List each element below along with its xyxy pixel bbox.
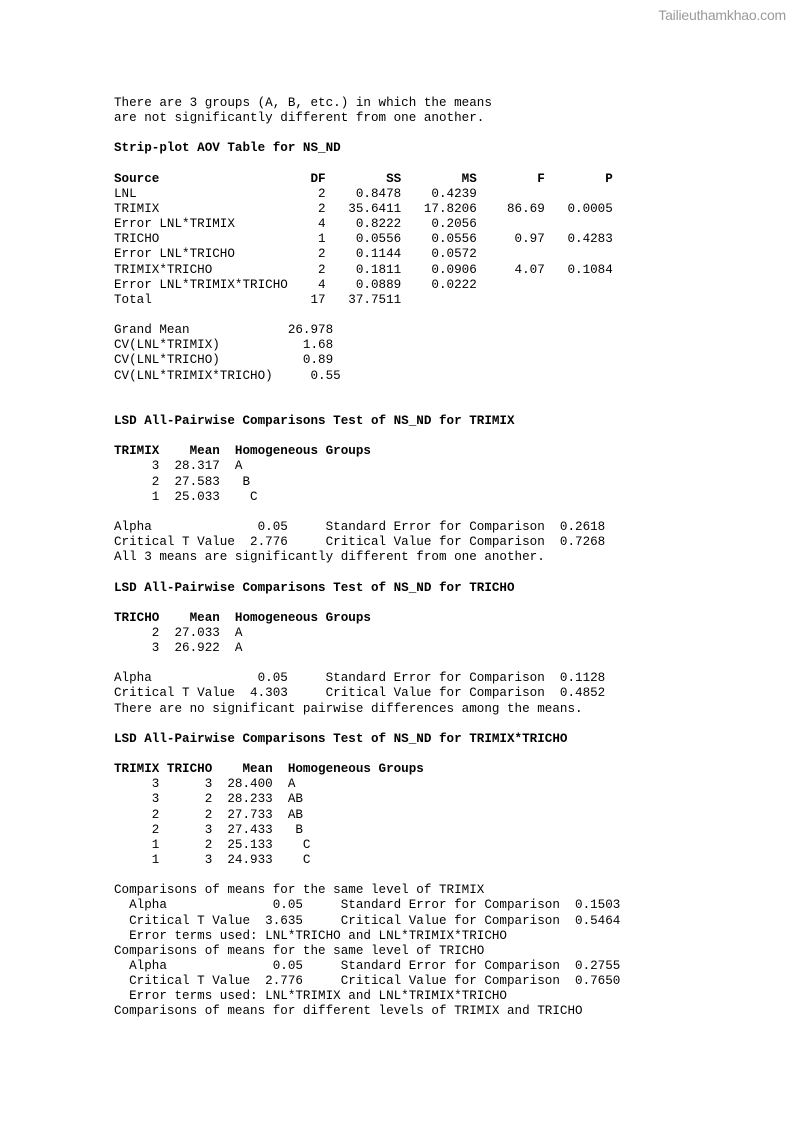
text-line: Critical T Value 4.303 Critical Value for Comparison 0.4852 bbox=[114, 686, 606, 701]
text-line bbox=[114, 747, 620, 762]
section-heading-line: Strip-plot AOV Table for NS_ND bbox=[114, 141, 341, 156]
text-line bbox=[114, 126, 620, 141]
section-heading-line: TRIMIX Mean Homogeneous Groups bbox=[114, 444, 371, 459]
section-heading-line: LSD All-Pairwise Comparisons Test of NS_ND for TRICHO bbox=[114, 580, 515, 595]
text-line: 2 27.033 A bbox=[114, 625, 243, 640]
text-line: LNL 2 0.8478 0.4239 bbox=[114, 186, 477, 201]
text-line: Comparisons of means for different levels of TRIMIX and TRICHO bbox=[114, 1004, 583, 1019]
text-line: 1 25.033 C bbox=[114, 489, 258, 504]
text-line bbox=[114, 717, 620, 732]
text-line bbox=[114, 656, 620, 671]
text-line: 2 27.583 B bbox=[114, 474, 251, 489]
text-line bbox=[114, 429, 620, 444]
text-line: Error LNL*TRICHO 2 0.1144 0.0572 bbox=[114, 247, 477, 262]
text-line bbox=[114, 399, 620, 414]
text-line: 3 28.317 A bbox=[114, 459, 243, 474]
text-line: TRIMIX 2 35.6411 17.8206 86.69 0.0005 bbox=[114, 201, 613, 216]
text-line: Total 17 37.7511 bbox=[114, 292, 402, 307]
text-line: are not significantly different from one another. bbox=[114, 111, 485, 126]
text-line: 2 2 27.733 AB bbox=[114, 807, 303, 822]
text-line: Comparisons of means for the same level of TRICHO bbox=[114, 943, 485, 958]
text-line bbox=[114, 157, 620, 172]
text-line: Grand Mean 26.978 bbox=[114, 323, 334, 338]
text-line bbox=[114, 505, 620, 520]
statistics-output-document bbox=[114, 96, 620, 1020]
text-line bbox=[114, 565, 620, 580]
text-line: Error terms used: LNL*TRIMIX and LNL*TRIMIX*TRICHO bbox=[114, 989, 507, 1004]
text-line bbox=[114, 308, 620, 323]
text-line: Error LNL*TRIMIX 4 0.8222 0.2056 bbox=[114, 217, 477, 232]
text-line: 3 3 28.400 A bbox=[114, 777, 296, 792]
section-heading-line: TRICHO Mean Homogeneous Groups bbox=[114, 610, 371, 625]
watermark-text: Tailieuthamkhao.com bbox=[658, 7, 786, 23]
text-line: Alpha 0.05 Standard Error for Comparison 0.2618 bbox=[114, 519, 606, 534]
section-heading-line: TRIMIX TRICHO Mean Homogeneous Groups bbox=[114, 762, 424, 777]
text-line: Alpha 0.05 Standard Error for Comparison 0.1128 bbox=[114, 671, 606, 686]
section-heading-line: LSD All-Pairwise Comparisons Test of NS_ND for TRIMIX*TRICHO bbox=[114, 731, 568, 746]
section-heading-line: Source DF SS MS F P bbox=[114, 171, 613, 186]
text-line: 3 2 28.233 AB bbox=[114, 792, 303, 807]
text-line: CV(LNL*TRICHO) 0.89 bbox=[114, 353, 334, 368]
text-line: 2 3 27.433 B bbox=[114, 822, 303, 837]
text-line: There are no significant pairwise differences among the means. bbox=[114, 701, 583, 716]
text-line: CV(LNL*TRIMIX) 1.68 bbox=[114, 338, 334, 353]
text-line: TRICHO 1 0.0556 0.0556 0.97 0.4283 bbox=[114, 232, 613, 247]
text-line: 3 26.922 A bbox=[114, 641, 243, 656]
text-line bbox=[114, 384, 620, 399]
text-line: Critical T Value 2.776 Critical Value for Comparison 0.7268 bbox=[114, 535, 606, 550]
text-line: Alpha 0.05 Standard Error for Comparison 0.2755 bbox=[114, 959, 621, 974]
text-line: All 3 means are significantly different from one another. bbox=[114, 550, 545, 565]
text-line bbox=[114, 596, 620, 611]
text-line: 1 3 24.933 C bbox=[114, 853, 311, 868]
text-line: Critical T Value 3.635 Critical Value for Comparison 0.5464 bbox=[114, 913, 621, 928]
text-line: Critical T Value 2.776 Critical Value for Comparison 0.7650 bbox=[114, 974, 621, 989]
text-line bbox=[114, 868, 620, 883]
text-line: Error terms used: LNL*TRICHO and LNL*TRIMIX*TRICHO bbox=[114, 928, 507, 943]
text-line: Error LNL*TRIMIX*TRICHO 4 0.0889 0.0222 bbox=[114, 277, 477, 292]
text-line: Alpha 0.05 Standard Error for Comparison 0.1503 bbox=[114, 898, 621, 913]
section-heading-line: LSD All-Pairwise Comparisons Test of NS_ND for TRIMIX bbox=[114, 413, 515, 428]
text-line: Comparisons of means for the same level of TRIMIX bbox=[114, 883, 485, 898]
text-line: TRIMIX*TRICHO 2 0.1811 0.0906 4.07 0.1084 bbox=[114, 262, 613, 277]
text-line: 1 2 25.133 C bbox=[114, 837, 311, 852]
text-line: There are 3 groups (A, B, etc.) in which the means bbox=[114, 96, 492, 110]
text-line: CV(LNL*TRIMIX*TRICHO) 0.55 bbox=[114, 368, 341, 383]
